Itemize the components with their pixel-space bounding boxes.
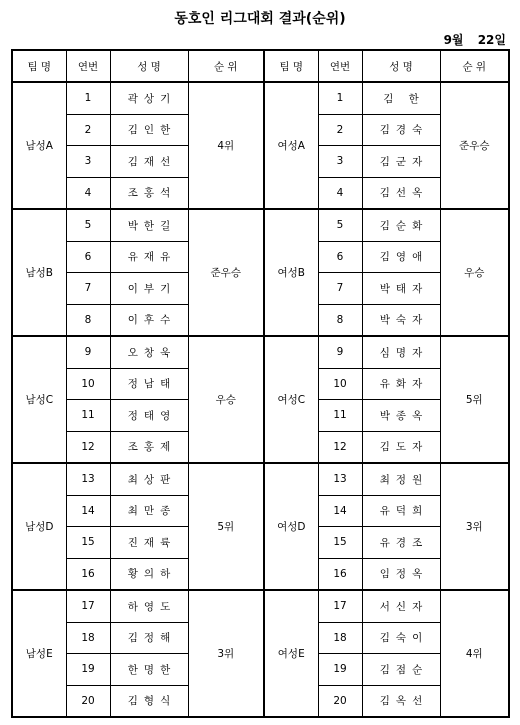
women-member-name: 김경숙	[362, 114, 440, 146]
women-team-name: 여성E	[264, 590, 318, 717]
table-row	[12, 209, 509, 241]
men-member-number: 2	[66, 114, 110, 146]
women-member-number: 19	[318, 654, 362, 686]
women-team-rank: 우승	[440, 209, 509, 336]
women-team-rank: 준우승	[440, 82, 509, 209]
document-title: 동호인 리그대회 결과(순위)	[174, 11, 346, 27]
women-team-name: 여성B	[264, 209, 318, 336]
men-team-name: 남성E	[12, 590, 66, 717]
men-member-number: 14	[66, 495, 110, 527]
women-member-name: 김옥선	[362, 685, 440, 717]
men-member-name: 김재선	[110, 146, 188, 178]
women-member-number: 8	[318, 304, 362, 336]
header-cell: 순 위	[188, 50, 264, 82]
men-team-name: 남성D	[12, 463, 66, 590]
men-member-name: 김정해	[110, 622, 188, 654]
women-member-name: 김군자	[362, 146, 440, 178]
men-team-name: 남성B	[12, 209, 66, 336]
women-member-name: 김점순	[362, 654, 440, 686]
women-member-number: 15	[318, 527, 362, 559]
women-team-name: 여성D	[264, 463, 318, 590]
men-member-number: 16	[66, 558, 110, 590]
women-member-name: 최정원	[362, 463, 440, 495]
women-member-number: 4	[318, 177, 362, 209]
women-member-name: 김숙이	[362, 622, 440, 654]
men-member-name: 이후수	[110, 304, 188, 336]
women-member-name: 유덕희	[362, 495, 440, 527]
men-member-name: 김인한	[110, 114, 188, 146]
men-member-name: 김형식	[110, 685, 188, 717]
table-row	[12, 82, 509, 114]
men-member-number: 6	[66, 241, 110, 273]
men-member-name: 최만종	[110, 495, 188, 527]
men-member-number: 9	[66, 336, 110, 368]
women-member-name: 박숙자	[362, 304, 440, 336]
women-member-number: 2	[318, 114, 362, 146]
men-member-number: 13	[66, 463, 110, 495]
women-member-name: 서신자	[362, 590, 440, 622]
women-member-name: 김선옥	[362, 177, 440, 209]
men-team-rank: 5위	[188, 463, 264, 590]
women-member-number: 7	[318, 273, 362, 305]
women-member-number: 10	[318, 368, 362, 400]
men-member-number: 11	[66, 400, 110, 432]
women-member-number: 1	[318, 82, 362, 114]
women-member-number: 13	[318, 463, 362, 495]
women-team-rank: 4위	[440, 590, 509, 717]
women-member-number: 11	[318, 400, 362, 432]
women-member-number: 18	[318, 622, 362, 654]
men-member-name: 정태영	[110, 400, 188, 432]
table-row	[12, 336, 509, 368]
men-member-name: 오창욱	[110, 336, 188, 368]
header-cell: 성 명	[110, 50, 188, 82]
women-member-number: 5	[318, 209, 362, 241]
women-member-name: 박종옥	[362, 400, 440, 432]
men-member-number: 18	[66, 622, 110, 654]
women-member-number: 16	[318, 558, 362, 590]
women-member-name: 유경조	[362, 527, 440, 559]
men-member-number: 20	[66, 685, 110, 717]
women-member-name: 임정옥	[362, 558, 440, 590]
men-member-name: 한명한	[110, 654, 188, 686]
women-member-name: 김도자	[362, 431, 440, 463]
women-member-name: 박태자	[362, 273, 440, 305]
women-team-rank: 3위	[440, 463, 509, 590]
date-label: 9월 22일	[443, 33, 506, 47]
men-team-name: 남성C	[12, 336, 66, 463]
header-cell: 팀 명	[264, 50, 318, 82]
women-member-name: 김순화	[362, 209, 440, 241]
men-member-name: 최상판	[110, 463, 188, 495]
women-member-name: 김 한	[362, 82, 440, 114]
men-member-number: 7	[66, 273, 110, 305]
women-member-number: 6	[318, 241, 362, 273]
men-member-number: 12	[66, 431, 110, 463]
women-team-rank: 5위	[440, 336, 509, 463]
men-member-number: 8	[66, 304, 110, 336]
men-member-name: 이부기	[110, 273, 188, 305]
men-member-name: 진재륙	[110, 527, 188, 559]
men-member-name: 박한길	[110, 209, 188, 241]
header-row	[12, 50, 509, 82]
women-member-name: 김영애	[362, 241, 440, 273]
header-cell: 연번	[66, 50, 110, 82]
men-team-name: 남성A	[12, 82, 66, 209]
men-member-name: 유재유	[110, 241, 188, 273]
men-team-rank: 3위	[188, 590, 264, 717]
men-member-number: 15	[66, 527, 110, 559]
men-team-rank: 준우승	[188, 209, 264, 336]
men-member-number: 3	[66, 146, 110, 178]
women-member-number: 12	[318, 431, 362, 463]
men-member-name: 정남태	[110, 368, 188, 400]
men-member-name: 하영도	[110, 590, 188, 622]
women-team-name: 여성A	[264, 82, 318, 209]
header-cell: 성 명	[362, 50, 440, 82]
header-cell: 순 위	[440, 50, 509, 82]
men-member-number: 10	[66, 368, 110, 400]
women-member-number: 3	[318, 146, 362, 178]
men-member-number: 4	[66, 177, 110, 209]
men-member-name: 황의하	[110, 558, 188, 590]
table-row	[12, 463, 509, 495]
women-member-number: 9	[318, 336, 362, 368]
header-cell: 팀 명	[12, 50, 66, 82]
men-team-rank: 4위	[188, 82, 264, 209]
women-member-number: 20	[318, 685, 362, 717]
results-table	[11, 49, 510, 718]
men-member-name: 곽상기	[110, 82, 188, 114]
men-member-name: 조홍제	[110, 431, 188, 463]
women-team-name: 여성C	[264, 336, 318, 463]
men-member-name: 조홍석	[110, 177, 188, 209]
women-member-name: 유화자	[362, 368, 440, 400]
header-cell: 연번	[318, 50, 362, 82]
men-member-number: 1	[66, 82, 110, 114]
men-member-number: 5	[66, 209, 110, 241]
women-member-number: 14	[318, 495, 362, 527]
table-row	[12, 590, 509, 622]
women-member-name: 심명자	[362, 336, 440, 368]
results-body	[12, 82, 509, 717]
men-member-number: 19	[66, 654, 110, 686]
women-member-number: 17	[318, 590, 362, 622]
men-team-rank: 우승	[188, 336, 264, 463]
men-member-number: 17	[66, 590, 110, 622]
